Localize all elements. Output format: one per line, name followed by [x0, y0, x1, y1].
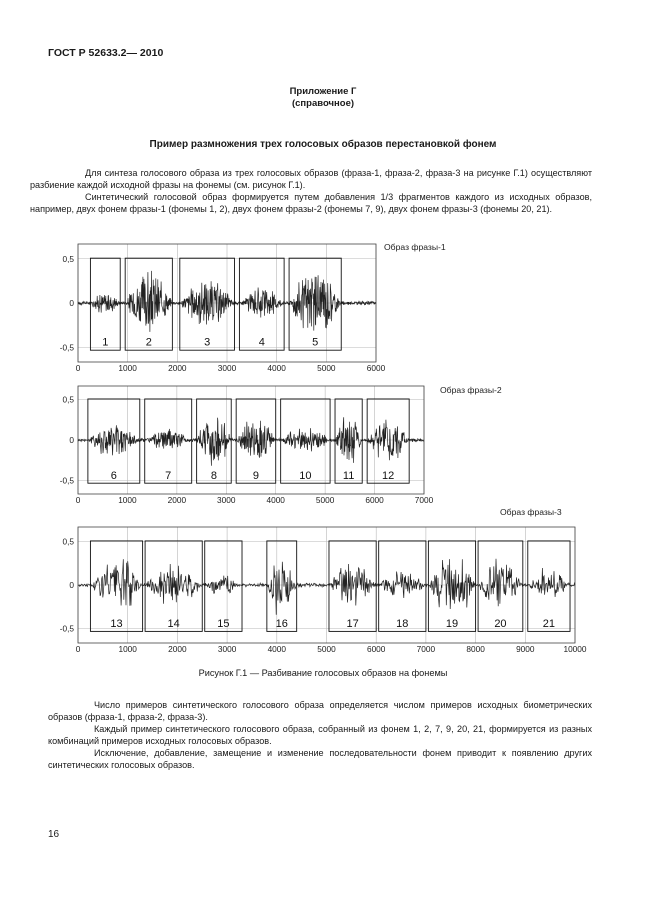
y-tick-label: 0,5 [62, 253, 74, 264]
x-tick-label: 7000 [414, 495, 434, 505]
y-tick-label: -0,5 [59, 623, 74, 634]
phoneme-label-5: 5 [312, 336, 319, 349]
phoneme-label-8: 8 [210, 469, 217, 482]
phoneme-label-20: 20 [494, 617, 507, 630]
y-tick-label: -0,5 [59, 342, 74, 353]
x-tick-label: 9000 [516, 644, 535, 654]
x-tick-label: 3000 [217, 363, 237, 373]
phoneme-label-18: 18 [396, 617, 409, 630]
waveform-plot-3 [60, 507, 587, 654]
intro-paragraph-2: Синтетический голосовой образ формируется путем добавления 1/3 фрагментов каждого из исходных образов, например, двух фонем фразы-1 (фонемы 1, 2), двух фонем фразы-2 (фонемы 7, 9), двух фонем фразы-3 (фонемы 20, 21). [30, 192, 592, 214]
x-tick-label: 6000 [366, 363, 386, 373]
y-tick-label: 0 [69, 298, 74, 308]
document-header: ГОСТ Р 52633.2— 2010 [48, 47, 164, 59]
plot-title: Образ фразы-3 [500, 507, 562, 517]
plot-title: Образ фразы-2 [440, 385, 502, 395]
closing-paragraph-2: Каждый пример синтетического голосового образа, собранный из фонем 1, 2, 7, 9, 20, 21, формируется из разных комбинаций примеров исходных голосовых образов. [48, 724, 592, 746]
section-title: Пример размножения трех голосовых образов перестановкой фонем [149, 139, 497, 150]
phoneme-label-2: 2 [145, 336, 152, 349]
y-tick-label: 0,5 [62, 536, 74, 547]
x-tick-label: 1000 [118, 644, 137, 654]
waveform-plot-2 [60, 385, 502, 505]
intro-paragraph-1: Для синтеза голосового образа из трех голосовых образов (фраза-1, фраза-2, фраза-3 на рисунке Г.1) осуществляют разбиение каждой исходной фразы на фонемы (см. рисунок Г.1). [30, 168, 592, 190]
phoneme-label-9: 9 [252, 469, 260, 482]
phoneme-label-11: 11 [342, 469, 355, 482]
x-tick-label: 8000 [466, 644, 485, 654]
x-tick-label: 3000 [217, 644, 237, 654]
x-tick-label: 1000 [118, 363, 137, 373]
y-tick-label: 0 [69, 580, 74, 590]
x-tick-label: 3000 [217, 495, 236, 505]
closing-paragraph-1: Число примеров синтетического голосового образа определяется числом примеров исходных биометрических образов (фраза-1, фраза-2, фраза-3). [48, 700, 592, 722]
x-tick-label: 2000 [167, 495, 187, 505]
phoneme-label-3: 3 [204, 336, 211, 349]
phoneme-label-21: 21 [542, 617, 556, 630]
phoneme-label-14: 14 [167, 617, 180, 630]
closing-paragraph-3: Исключение, добавление, замещение и изменение последовательности фонем приводит к появлению других синтетических голосовых образов. [48, 748, 592, 770]
x-tick-label: 2000 [168, 644, 187, 654]
y-tick-label: 0 [69, 435, 74, 445]
x-tick-label: 0 [75, 644, 81, 654]
x-tick-label: 7000 [416, 644, 436, 654]
x-tick-label: 2000 [168, 363, 187, 373]
phoneme-label-19: 19 [445, 617, 459, 630]
figure-caption: Рисунок Г.1 — Разбивание голосовых образов на фонемы [198, 668, 448, 678]
appendix-title: Приложение Г [289, 86, 357, 97]
phoneme-label-10: 10 [299, 469, 312, 482]
x-tick-label: 4000 [267, 363, 286, 373]
waveform-plot-1 [60, 242, 446, 373]
waveform-trace [78, 417, 424, 465]
y-tick-label: -0,5 [59, 475, 74, 486]
appendix-subtitle: (справочное) [291, 98, 355, 109]
phoneme-label-7: 7 [165, 469, 172, 482]
plot-title: Образ фразы-1 [384, 242, 446, 252]
phoneme-label-13: 13 [110, 617, 123, 630]
x-tick-label: 0 [75, 363, 81, 373]
x-tick-label: 5000 [315, 495, 335, 505]
x-tick-label: 4000 [266, 495, 285, 505]
phoneme-label-15: 15 [217, 617, 230, 630]
x-tick-label: 6000 [365, 495, 384, 505]
x-tick-label: 0 [75, 495, 81, 505]
x-tick-label: 4000 [267, 644, 287, 654]
x-tick-label: 6000 [366, 644, 386, 654]
page-number: 16 [48, 829, 60, 840]
y-tick-label: 0,5 [62, 394, 74, 405]
x-tick-label: 5000 [317, 363, 336, 373]
phoneme-label-17: 17 [346, 617, 359, 630]
x-tick-label: 10000 [563, 644, 587, 654]
phoneme-label-6: 6 [110, 469, 117, 482]
phoneme-label-16: 16 [275, 617, 288, 630]
x-tick-label: 1000 [118, 495, 137, 505]
phoneme-label-1: 1 [102, 336, 109, 349]
phoneme-label-4: 4 [258, 336, 265, 349]
phoneme-label-12: 12 [382, 469, 395, 482]
x-tick-label: 5000 [317, 644, 336, 654]
